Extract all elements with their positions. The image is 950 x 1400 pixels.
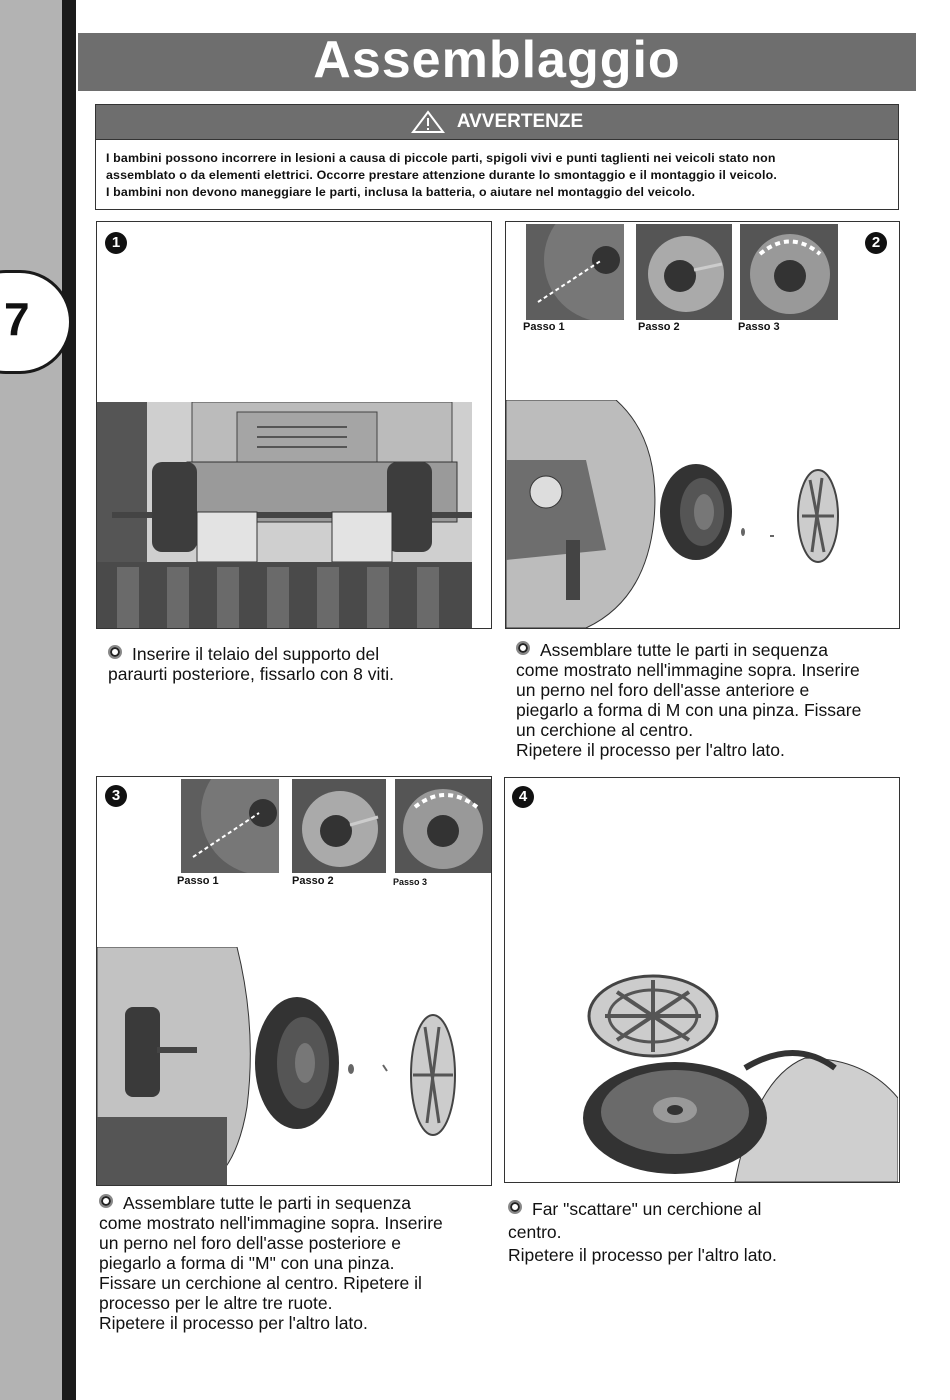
description-text: Assemblare tutte le parti in sequenza xyxy=(123,1193,411,1213)
description-line: un cerchione al centro. xyxy=(516,720,694,740)
description-line: un perno nel foro dell'asse posteriore e xyxy=(99,1233,402,1253)
description-line xyxy=(508,1198,777,1221)
step-2-panel xyxy=(505,221,900,629)
description-line: centro. xyxy=(508,1222,562,1242)
step-4-panel xyxy=(504,777,900,1183)
description-line: Ripetere il processo per l'altro lato. xyxy=(99,1313,368,1333)
warning-line: assemblato o da elementi elettrici. Occorre prestare attenzione durante lo smontaggio e il montaggio il veicolo. xyxy=(106,168,777,182)
passo-1-image xyxy=(181,779,279,873)
description-text: Inserire il telaio del supporto del xyxy=(132,644,380,664)
page-number: 7 xyxy=(4,293,30,345)
passo-label: Passo 1 xyxy=(177,875,219,887)
step-3-description xyxy=(99,1193,443,1333)
passo-label: Passo 3 xyxy=(393,877,428,887)
passo-label: Passo 3 xyxy=(738,321,780,333)
step-number-badge: 4 xyxy=(512,786,534,808)
warning-heading: AVVERTENZE xyxy=(456,111,584,132)
warning-box xyxy=(95,104,899,210)
description-line: come mostrato nell'immagine sopra. Inserire xyxy=(99,1213,443,1233)
passo-label: Passo 2 xyxy=(292,875,334,887)
side-margin xyxy=(0,0,62,1400)
description-text: Far "scattare" un cerchione al xyxy=(532,1199,762,1219)
warning-text xyxy=(96,140,898,201)
hubcap-snap-illustration xyxy=(505,968,898,1182)
description-line: piegarlo a forma di M con una pinza. Fissare xyxy=(516,700,862,720)
step-number-badge: 1 xyxy=(105,232,127,254)
description-line: come mostrato nell'immagine sopra. Inserire xyxy=(516,660,860,680)
description-line: Fissare un cerchione al centro. Ripetere il xyxy=(99,1273,422,1293)
side-rule xyxy=(62,0,76,1400)
bullet-icon xyxy=(108,645,122,659)
description-line: Ripetere il processo per l'altro lato. xyxy=(508,1245,777,1265)
description-line: paraurti posteriore, fissarlo con 8 viti. xyxy=(108,664,394,684)
bullet-icon xyxy=(516,641,530,655)
passo-1-image xyxy=(526,224,624,320)
passo-label: Passo 1 xyxy=(523,321,565,333)
passo-2-image xyxy=(636,224,732,320)
step-number-badge: 3 xyxy=(105,785,127,807)
description-text: Assemblare tutte le parti in sequenza xyxy=(540,640,828,660)
passo-2-image xyxy=(292,779,386,873)
passo-label: Passo 2 xyxy=(638,321,680,333)
warning-header xyxy=(96,105,898,140)
step-2-description xyxy=(516,640,861,760)
passo-3-image xyxy=(740,224,838,320)
passo-3-image xyxy=(395,779,491,873)
description-line: piegarlo a forma di "M" con una pinza. xyxy=(99,1253,395,1273)
bullet-icon xyxy=(508,1200,522,1214)
warning-line: I bambini possono incorrere in lesioni a causa di piccole parti, spigoli vivi e punti taglienti nei veicoli stato non xyxy=(106,151,776,165)
rear-wheel-exploded-illustration xyxy=(97,947,490,1185)
description-line: processo per le altre tre ruote. xyxy=(99,1293,333,1313)
page-title: Assemblaggio xyxy=(313,31,681,89)
step-number-badge: 2 xyxy=(865,232,887,254)
description-line xyxy=(108,644,394,664)
description-line: Ripetere il processo per l'altro lato. xyxy=(516,740,785,760)
warning-triangle-icon xyxy=(411,110,445,134)
description-line xyxy=(99,1193,443,1213)
rear-bumper-frame-illustration xyxy=(97,402,490,628)
step-4-description xyxy=(508,1198,777,1267)
description-line xyxy=(516,640,861,660)
step-1-panel xyxy=(96,221,492,629)
bullet-icon xyxy=(99,1194,113,1208)
step-1-description xyxy=(108,644,394,684)
front-wheel-exploded-illustration xyxy=(506,400,898,628)
description-line: un perno nel foro dell'asse anteriore e xyxy=(516,680,810,700)
warning-line: I bambini non devono maneggiare le parti, inclusa la batteria, o aiutare nel montaggio del veicolo. xyxy=(106,185,696,199)
step-3-panel xyxy=(96,776,492,1186)
